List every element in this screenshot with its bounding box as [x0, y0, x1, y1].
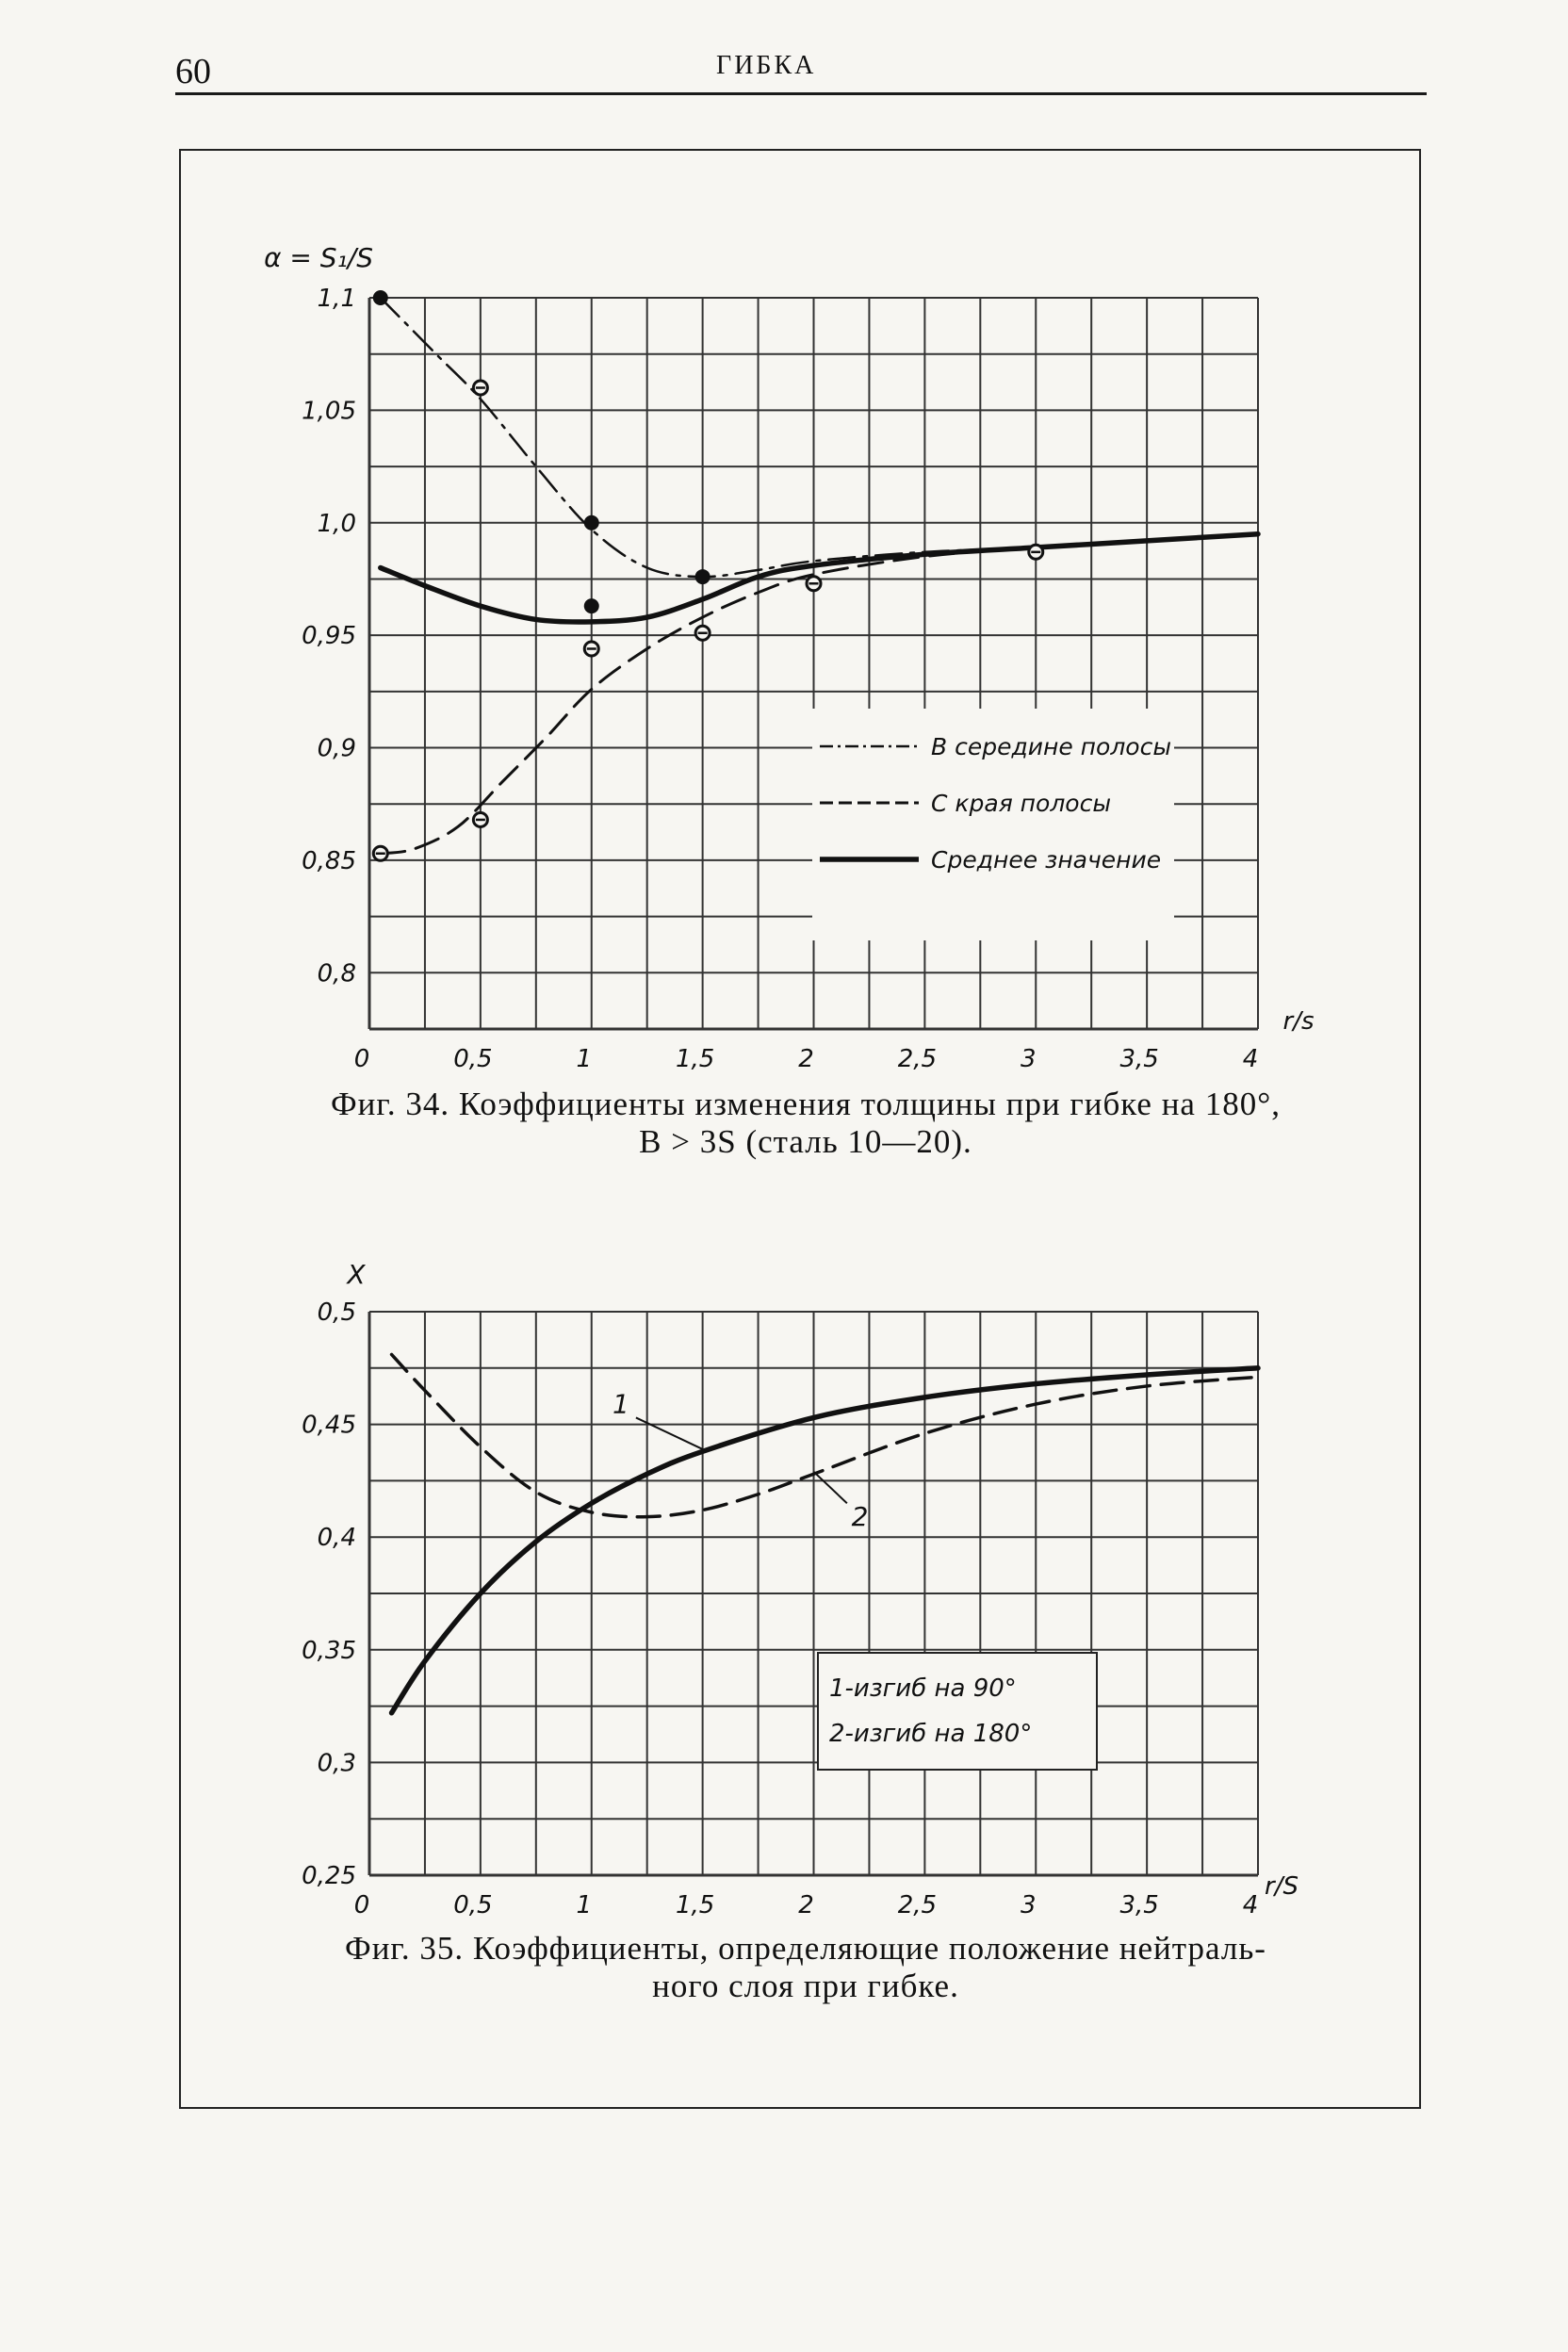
chart2-y-tick-label: 0,4 — [317, 1524, 356, 1553]
chart1-y-tick-label: 0,95 — [302, 622, 356, 651]
chart1-x-axis-title: r/s — [1282, 1007, 1315, 1036]
chart1-x-tick-label: 1 — [576, 1045, 593, 1073]
chart2-y-axis-title: X — [347, 1259, 366, 1290]
chart1-x-tick-label: 1,5 — [675, 1045, 715, 1073]
chart1-y-axis-title: α = S₁/S — [264, 242, 373, 273]
chart1-legend-label: Среднее значение — [931, 846, 1162, 874]
chart1-y-tick-label: 0,8 — [317, 959, 356, 988]
chart2-x-tick-label: 4 — [1242, 1891, 1259, 1919]
chart2-y-tick-label: 0,25 — [302, 1862, 356, 1890]
chart1-x-tick-label: 3,5 — [1119, 1045, 1159, 1073]
chart1-x-tick-label: 2 — [798, 1045, 814, 1073]
chart2-series-label-leader — [636, 1417, 703, 1448]
chart2-series-label: 1 — [612, 1388, 629, 1420]
chart2-x-axis-title: r/S — [1265, 1872, 1298, 1901]
figure-35-caption-line2: ного слоя при гибке. — [652, 1968, 959, 2004]
chart1-y-tick-label: 1,05 — [302, 397, 356, 426]
chart2-y-tick-label: 0,35 — [302, 1636, 356, 1665]
chart1-x-tick-label: 2,5 — [897, 1045, 938, 1073]
chart2-y-tick-label: 0,3 — [317, 1749, 356, 1778]
chart2-series-label-leader — [814, 1472, 847, 1503]
figure-34-caption-line1: Фиг. 34. Коэффициенты изменения толщины при гибке на 180°, — [331, 1086, 1281, 1122]
figure-35-caption — [273, 1930, 1338, 2005]
chart2-x-tick-label: 0,5 — [453, 1891, 493, 1919]
chart1-y-tick-label: 0,85 — [302, 846, 356, 875]
chart2-y-tick-label: 0,5 — [317, 1298, 356, 1327]
chart1-x-tick-label: 0,5 — [453, 1045, 493, 1073]
chart2-x-tick-label: 1 — [576, 1891, 593, 1919]
figure-35-caption-line1: Фиг. 35. Коэффициенты, определяющие положение нейтраль- — [345, 1930, 1266, 1967]
chart1-legend-label: В середине полосы — [931, 733, 1172, 760]
chart2-series-label: 2 — [851, 1501, 869, 1533]
running-head: ГИБКА — [716, 51, 817, 80]
chart1-x-tick-label: 0 — [353, 1045, 370, 1073]
chart2-legend-label: 1-изгиб на 90° — [829, 1674, 1017, 1703]
chart1-y-tick-label: 0,9 — [317, 734, 356, 763]
chart1-y-tick-label: 1,1 — [317, 285, 356, 313]
chart1-legend-label: С края полосы — [931, 790, 1112, 817]
chart2-x-tick-label: 0 — [353, 1891, 370, 1919]
page-number: 60 — [175, 52, 211, 91]
chart1-y-tick-label: 1,0 — [317, 509, 356, 538]
chart2-legend-box — [818, 1653, 1097, 1770]
chart2-x-tick-label: 1,5 — [675, 1891, 715, 1919]
chart2-legend-label: 2-изгиб на 180° — [829, 1720, 1033, 1748]
chart2-series-line — [392, 1354, 1258, 1516]
chart2-x-tick-label: 2,5 — [897, 1891, 938, 1919]
chart2-x-tick-label: 3,5 — [1119, 1891, 1159, 1919]
chart2-y-tick-label: 0,45 — [302, 1411, 356, 1440]
figure-34-caption-line2: B > 3S (сталь 10—20). — [639, 1123, 972, 1160]
chart2-x-tick-label: 3 — [1020, 1891, 1037, 1919]
chart1-x-tick-label: 3 — [1020, 1045, 1037, 1073]
chart2-x-tick-label: 2 — [798, 1891, 814, 1919]
chart1-x-tick-label: 4 — [1242, 1045, 1259, 1073]
